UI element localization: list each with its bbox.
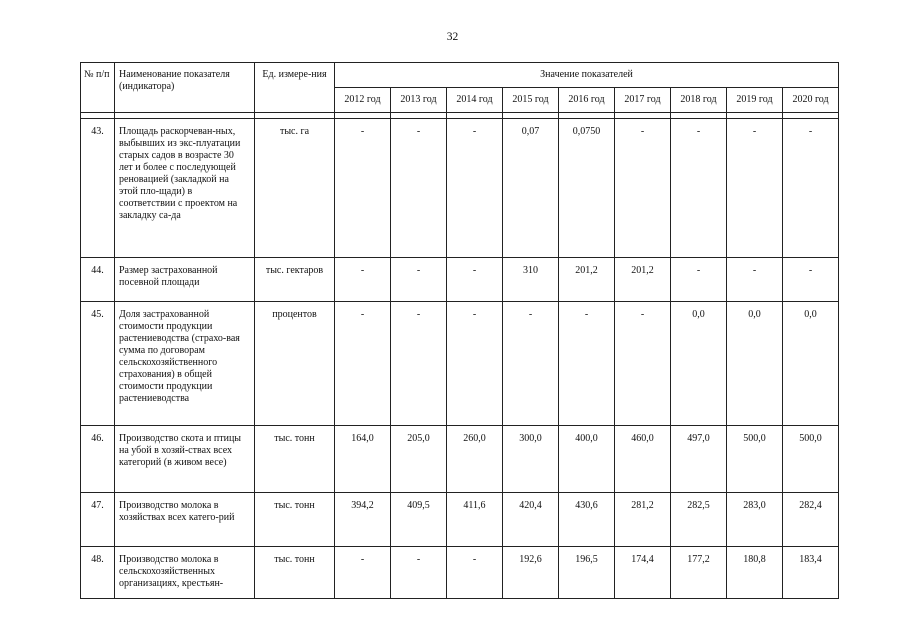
table-row bbox=[81, 426, 839, 493]
row-value: 420,4 bbox=[503, 493, 559, 547]
row-value: 177,2 bbox=[671, 547, 727, 599]
table-row bbox=[81, 302, 839, 426]
table-row bbox=[81, 258, 839, 302]
row-value: - bbox=[391, 302, 447, 426]
header-year: 2015 год bbox=[503, 88, 559, 113]
row-value: - bbox=[335, 547, 391, 599]
row-value: - bbox=[391, 119, 447, 258]
row-value: - bbox=[391, 258, 447, 302]
row-name: Площадь раскорчеван-ных, выбывших из экс-плуатации старых садов в возрасте 30 лет и более с последующей реновацией (закладкой на этой пло-щади) в соответствии с проектом на закладку са-да bbox=[115, 119, 255, 258]
page-number: 32 bbox=[446, 31, 459, 43]
header-year: 2019 год bbox=[727, 88, 783, 113]
row-value: 500,0 bbox=[783, 426, 839, 493]
row-value: 282,5 bbox=[671, 493, 727, 547]
row-value: - bbox=[447, 119, 503, 258]
table-row bbox=[81, 547, 839, 599]
row-name: Производство скота и птицы на убой в хозяй-ствах всех категорий (в живом весе) bbox=[115, 426, 255, 493]
row-value: - bbox=[391, 547, 447, 599]
row-value: - bbox=[615, 119, 671, 258]
row-value: 0,0750 bbox=[559, 119, 615, 258]
header-name: Наименование показателя (индикатора) bbox=[115, 63, 255, 113]
row-value: 180,8 bbox=[727, 547, 783, 599]
row-value: 310 bbox=[503, 258, 559, 302]
header-year: 2013 год bbox=[391, 88, 447, 113]
row-value: 409,5 bbox=[391, 493, 447, 547]
row-name: Доля застрахованной стоимости продукции растениеводства (страхо-вая сумма по договорам сельскохозяйственного страхования) в общей стоимости продукции растениеводства bbox=[115, 302, 255, 426]
row-value: - bbox=[447, 547, 503, 599]
row-value: - bbox=[671, 258, 727, 302]
row-value: 460,0 bbox=[615, 426, 671, 493]
row-unit: тыс. гектаров bbox=[255, 258, 335, 302]
row-num: 48. bbox=[81, 547, 115, 599]
row-value: 497,0 bbox=[671, 426, 727, 493]
row-value: 174,4 bbox=[615, 547, 671, 599]
row-value: 205,0 bbox=[391, 426, 447, 493]
row-value: - bbox=[447, 302, 503, 426]
row-value: 260,0 bbox=[447, 426, 503, 493]
row-num: 45. bbox=[81, 302, 115, 426]
header-values-group: Значение показателей bbox=[335, 63, 839, 88]
indicators-table bbox=[80, 62, 839, 599]
header-row bbox=[81, 63, 839, 88]
row-value: 201,2 bbox=[559, 258, 615, 302]
row-value: 400,0 bbox=[559, 426, 615, 493]
row-value: 0,0 bbox=[671, 302, 727, 426]
table-row bbox=[81, 493, 839, 547]
row-value: 0,0 bbox=[727, 302, 783, 426]
row-value: 164,0 bbox=[335, 426, 391, 493]
row-unit: тыс. тонн bbox=[255, 493, 335, 547]
row-value: - bbox=[671, 119, 727, 258]
header-unit: Ед. измере-ния bbox=[255, 63, 335, 113]
row-value: - bbox=[335, 258, 391, 302]
row-value: 196,5 bbox=[559, 547, 615, 599]
row-name: Размер застрахованной посевной площади bbox=[115, 258, 255, 302]
row-value: 283,0 bbox=[727, 493, 783, 547]
row-value: - bbox=[783, 258, 839, 302]
row-value: 0,07 bbox=[503, 119, 559, 258]
row-name: Производство молока в хозяйствах всех катего-рий bbox=[115, 493, 255, 547]
row-unit: процентов bbox=[255, 302, 335, 426]
header-year: 2014 год bbox=[447, 88, 503, 113]
row-unit: тыс. тонн bbox=[255, 426, 335, 493]
row-num: 46. bbox=[81, 426, 115, 493]
row-value: - bbox=[447, 258, 503, 302]
row-value: - bbox=[783, 119, 839, 258]
row-value: - bbox=[503, 302, 559, 426]
header-year: 2018 год bbox=[671, 88, 727, 113]
row-value: - bbox=[727, 258, 783, 302]
row-name: Производство молока в сельскохозяйственных организациях, крестьян- bbox=[115, 547, 255, 599]
header-year: 2020 год bbox=[783, 88, 839, 113]
row-value: 192,6 bbox=[503, 547, 559, 599]
header-num: № п/п bbox=[81, 63, 115, 113]
row-value: - bbox=[727, 119, 783, 258]
row-unit: тыс. тонн bbox=[255, 547, 335, 599]
row-value: - bbox=[615, 302, 671, 426]
row-value: 300,0 bbox=[503, 426, 559, 493]
row-value: 500,0 bbox=[727, 426, 783, 493]
row-value: 411,6 bbox=[447, 493, 503, 547]
row-value: 394,2 bbox=[335, 493, 391, 547]
row-value: - bbox=[335, 302, 391, 426]
row-num: 47. bbox=[81, 493, 115, 547]
row-value: 430,6 bbox=[559, 493, 615, 547]
row-unit: тыс. га bbox=[255, 119, 335, 258]
row-value: 0,0 bbox=[783, 302, 839, 426]
header-year: 2017 год bbox=[615, 88, 671, 113]
row-value: - bbox=[335, 119, 391, 258]
row-value: 281,2 bbox=[615, 493, 671, 547]
row-num: 44. bbox=[81, 258, 115, 302]
table-row bbox=[81, 119, 839, 258]
row-value: 183,4 bbox=[783, 547, 839, 599]
row-value: 282,4 bbox=[783, 493, 839, 547]
row-value: - bbox=[559, 302, 615, 426]
header-year: 2016 год bbox=[559, 88, 615, 113]
row-value: 201,2 bbox=[615, 258, 671, 302]
row-num: 43. bbox=[81, 119, 115, 258]
header-year: 2012 год bbox=[335, 88, 391, 113]
